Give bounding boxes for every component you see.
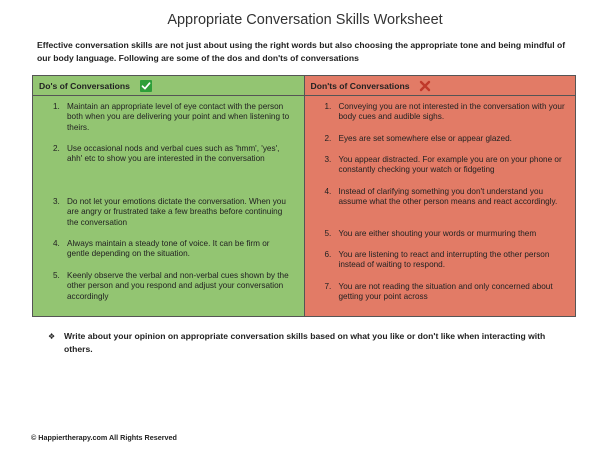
donts-item-number: 5. xyxy=(324,229,332,238)
donts-item xyxy=(325,155,569,176)
donts-item-text: You are listening to react and interrupting the other person instead of waiting to respond. xyxy=(338,250,550,270)
donts-item xyxy=(325,134,569,144)
writing-prompt-text: Write about your opinion on appropriate conversation skills based on what you like or don't like when interacting with others. xyxy=(64,331,546,354)
donts-item xyxy=(325,187,569,208)
intro-paragraph: Effective conversation skills are not just about using the right words but also choosing the appropriate tone and being mindful of our body language. Following are some of the dos and don'ts of conversations xyxy=(37,40,566,63)
copyright-footer: © Happiertherapy.com All Rights Reserved xyxy=(31,433,177,442)
cross-icon xyxy=(419,80,431,92)
dos-item-number: 1. xyxy=(53,102,60,111)
dos-item-text: Keenly observe the verbal and non-verbal cues shown by the other person and you respond and adjust your conversation accordingly xyxy=(67,271,289,301)
dos-item-number: 3. xyxy=(53,197,60,206)
donts-item-number: 1. xyxy=(324,102,332,111)
donts-item-text: You are either shouting your words or murmuring them xyxy=(338,229,537,238)
dos-header xyxy=(33,76,304,96)
donts-item-number: 3. xyxy=(324,155,332,164)
diamond-bullet-icon: ❖ xyxy=(48,332,56,341)
donts-item-text: Instead of clarifying something you don't understand you assume what the other person means and react accordingly. xyxy=(338,187,558,207)
dos-item xyxy=(53,239,293,260)
donts-item-text: You appear distracted. For example you are on your phone or constantly checking your watch or fidgeting xyxy=(338,155,562,175)
donts-item-number: 2. xyxy=(324,134,332,143)
dos-column xyxy=(33,76,305,316)
dos-donts-table xyxy=(32,75,576,317)
donts-item-number: 6. xyxy=(324,250,332,259)
writing-prompt xyxy=(48,330,568,356)
donts-item-text: Conveying you are not interested in the conversation with your body cues and audible sighs. xyxy=(338,102,565,122)
donts-item-number: 4. xyxy=(324,187,332,196)
dos-item-number: 2. xyxy=(53,144,60,153)
dos-list xyxy=(33,96,304,316)
dos-item xyxy=(53,271,293,302)
donts-item xyxy=(325,102,569,123)
dos-item-text: Use occasional nods and verbal cues such as 'hmm', 'yes', ahh' etc to show you are interested in the conversation xyxy=(67,144,280,164)
donts-item-number: 7. xyxy=(324,282,332,291)
donts-item xyxy=(325,282,569,303)
donts-item-text: You are not reading the situation and only concerned about getting your point across xyxy=(338,282,553,302)
donts-item-text: Eyes are set somewhere else or appear glazed. xyxy=(338,134,512,143)
dos-item-text: Maintain an appropriate level of eye contact with the person both when you are delivering your point and when listening to theirs. xyxy=(67,102,290,132)
dos-item-number: 5. xyxy=(53,271,60,280)
donts-header xyxy=(305,76,576,96)
dos-item xyxy=(53,197,293,228)
dos-header-label: Do's of Conversations xyxy=(39,80,130,91)
dos-item-text: Always maintain a steady tone of voice. It can be firm or gentle depending on the situation. xyxy=(67,239,270,259)
donts-item xyxy=(325,229,569,239)
donts-list xyxy=(305,96,576,316)
worksheet-title: Appropriate Conversation Skills Worksheet xyxy=(167,12,443,28)
dos-item-number: 4. xyxy=(53,239,60,248)
dos-item xyxy=(53,102,293,133)
dos-item-text: Do not let your emotions dictate the conversation. When you are angry or frustrated take a few breaths before continuing the conversation xyxy=(67,197,286,227)
check-icon xyxy=(140,80,152,92)
donts-column xyxy=(305,76,576,316)
dos-item xyxy=(53,144,293,165)
donts-item xyxy=(325,250,569,271)
donts-header-label: Don'ts of Conversations xyxy=(310,80,410,91)
